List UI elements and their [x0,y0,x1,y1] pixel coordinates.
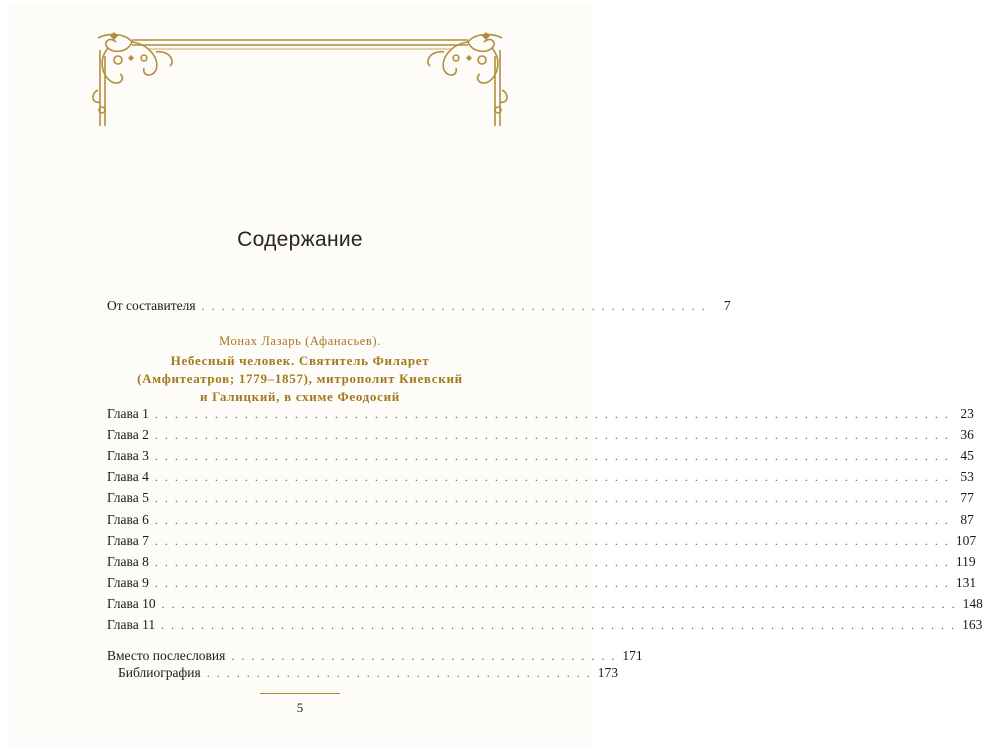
toc-entry-chapter[interactable] [107,406,974,426]
toc-entry-page: 36 [960,427,974,443]
dot-leader: . . . . . . . . . . . . . . . . . . . . . . . . . . . . . . . . . . . . . . . . . . . . . . . . . . . . . . . . . . . . . . . . . . . . . . . . . . . . . . . . [154,554,950,569]
section-title-line: Небесный человек. Святитель Филарет [170,353,430,368]
toc-entry-label: Глава 2 [107,427,149,443]
toc-entry-page: 119 [955,553,976,569]
toc-entry-page: 53 [960,469,974,485]
toc-entry-page: 163 [962,617,983,632]
toc-entry-page: 107 [955,532,977,548]
toc-entry-chapter[interactable] [107,448,974,468]
toc-entry-page: 77 [960,490,974,506]
toc-entry-chapter[interactable] [107,427,974,447]
toc-entry-page: 148 [962,595,983,611]
toc-entry-label: Глава 1 [107,406,149,421]
toc-entry-chapter[interactable] [107,490,974,510]
toc-entry-chapter[interactable] [107,511,974,532]
toc-entry-label: Глава 7 [107,532,149,548]
dot-leader: . . . . . . . . . . . . . . . . . . . . . . . . . . . . . . . . . . . . . . . . . . . . . . . . . . . . . . . . . . . . . . . . . . . . . . . . . . . . . . . . [154,449,950,464]
section-title-line: (Амфитеатров; 1779–1857), митрополит Киевский [137,371,463,386]
toc-entry-chapter[interactable] [107,469,974,489]
page-number: 5 [296,700,304,715]
toc-entry-page: 23 [960,406,974,421]
toc-entry-label: Глава 10 [107,595,156,611]
toc-entry-page: 87 [960,511,974,527]
toc-entry-page: 7 [723,298,731,313]
toc-entry-page: 173 [597,665,618,680]
dot-leader: . . . . . . . . . . . . . . . . . . . . . . . . . . . . . . . . . . . . . . . . . . . . . . . . . . . . . . . . . . . . . . . . . . . . . . . . . . . . . . . . [154,533,950,548]
toc-entry-chapter[interactable] [107,574,977,595]
toc-entry-page: 171 [622,648,643,663]
toc-entry-label: Глава 3 [107,448,149,464]
toc-entry-label: Глава 4 [107,469,149,485]
dot-leader: . . . . . . . . . . . . . . . . . . . . . . . . . . . . . . . . . . . . . . . . . . . . . . . . . . . . . . . . . . . . . . . . . . . . . . . . . . . . . . . . [161,618,957,632]
dot-leader: . . . . . . . . . . . . . . . . . . . . . . . . . . . . . . . . . . . . . . . [206,666,592,680]
dot-leader: . . . . . . . . . . . . . . . . . . . . . . . . . . . . . . . . . . . . . . . . . . . . . . . . . . . . . . . . . . . . . . . . . . . . . . . . . . . . . . . . [154,407,950,421]
toc-entry-chapter[interactable] [107,617,983,637]
footer-rule [260,693,340,694]
toc-entry-label: Библиография [118,665,201,680]
dot-leader: . . . . . . . . . . . . . . . . . . . . . . . . . . . . . . . . . . . . . . . . . . . . . . . . . . . . . . . . . . . . . . . . . . . . . . . . . . . . . . . . [154,470,950,485]
dot-leader: . . . . . . . . . . . . . . . . . . . . . . . . . . . . . . . . . . . . . . . . . . . . . . . . . . . . . . . . . . . . . . . . . . . . . . . . . . . . . . . . [154,575,950,590]
toc-entry-chapter[interactable] [107,553,976,574]
dot-leader: . . . . . . . . . . . . . . . . . . . . . . . . . . . . . . . . . . . . . . . . . . . . . . . . . . . . . . . . . . . . . . . . . . . . . . . . . . . . . . . . [154,512,950,527]
dot-leader: . . . . . . . . . . . . . . . . . . . . . . . . . . . . . . . . . . . . . . . [231,649,617,663]
toc-entry-page: 45 [960,448,974,464]
decorative-header-ornament [88,30,512,130]
toc-entry-chapter[interactable] [107,532,977,553]
toc-entry-label: Глава 6 [107,511,149,527]
dot-leader: . . . . . . . . . . . . . . . . . . . . . . . . . . . . . . . . . . . . . . . . . . . . . . . . . . . . . . . . . . . . . . . . . . . . . . . . . . . . . . . . [154,428,950,443]
toc-entry-label: Глава 8 [107,553,149,569]
toc-entry-bibliography[interactable] [118,665,618,685]
toc-entry-page: 131 [955,574,977,590]
toc-entry-chapter[interactable] [107,595,983,616]
section-title-line: и Галицкий, в схиме Феодосий [200,389,400,404]
toc-entry-label: От составителя [107,298,196,313]
toc-entry-compiler-note[interactable] [107,298,731,318]
dot-leader: . . . . . . . . . . . . . . . . . . . . . . . . . . . . . . . . . . . . . . . . . . . . . . . . . . . . . . . . . . . . . . . . . . . . . . . . . . . . . . . . [161,596,957,611]
dot-leader: . . . . . . . . . . . . . . . . . . . . . . . . . . . . . . . . . . . . . . . . . . . . . . . . . . . [201,299,707,313]
toc-entry-label: Глава 5 [107,490,149,506]
section-title [110,352,490,406]
section-author: Монах Лазарь (Афанасьев). [219,334,381,348]
toc-entry-label: Глава 9 [107,574,149,590]
toc-entry-label: Глава 11 [107,617,156,632]
toc-entry-label: Вместо послесловия [107,648,226,663]
dot-leader: . . . . . . . . . . . . . . . . . . . . . . . . . . . . . . . . . . . . . . . . . . . . . . . . . . . . . . . . . . . . . . . . . . . . . . . . . . . . . . . . [154,491,950,506]
page-title: Содержание [237,228,363,251]
